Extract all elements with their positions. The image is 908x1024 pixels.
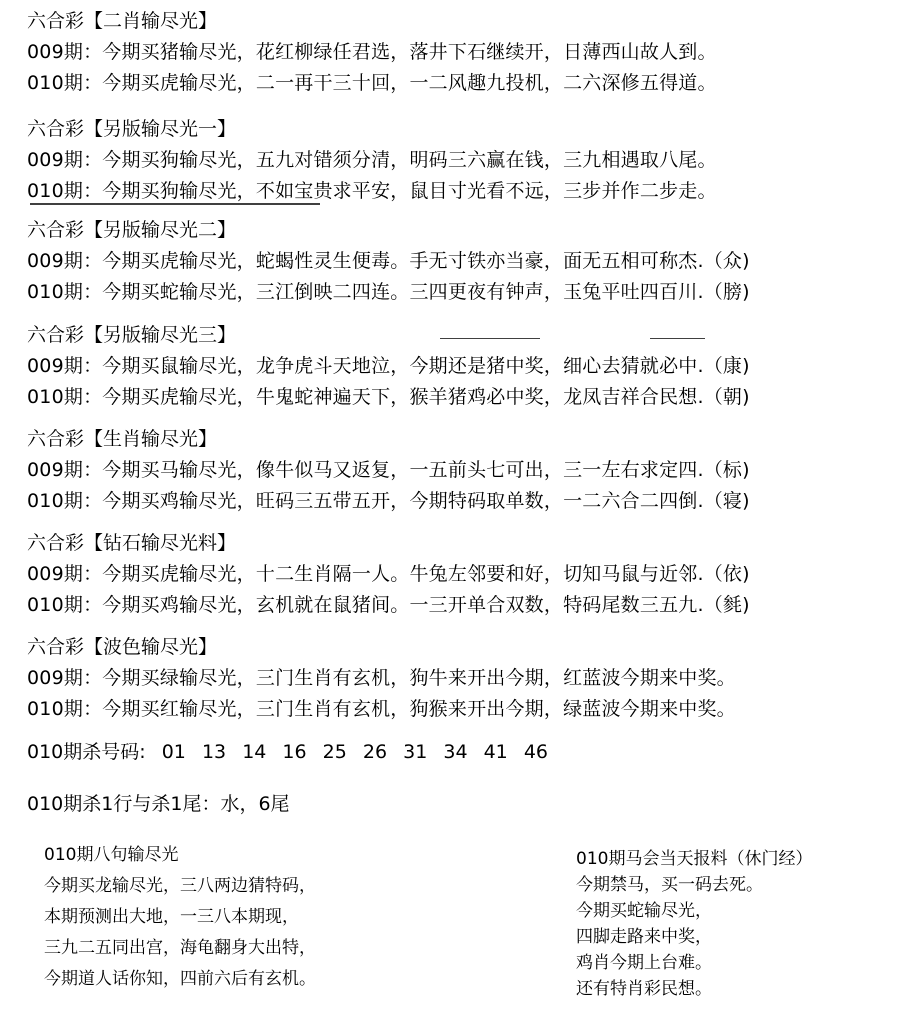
prediction-line: 009期：今期买狗输尽光，五九对错须分清，明码三六赢在钱，三九相遇取八尾。 bbox=[27, 149, 717, 171]
prediction-line: 010期：今期买虎输尽光，牛鬼蛇神遍天下，猴羊猪鸡必中奖，龙凤吉祥合民想.（朝) bbox=[27, 386, 750, 408]
verse-line: 今期道人话你知，四前六后有玄机。 bbox=[44, 969, 316, 989]
kill-number: 14 bbox=[242, 741, 267, 763]
kill-number: 16 bbox=[282, 741, 307, 763]
kill-number: 41 bbox=[483, 741, 508, 763]
kill-number: 34 bbox=[443, 741, 468, 763]
scan-artifact bbox=[30, 203, 320, 205]
verse-line: 今期买龙输尽光，三八两边猜特码， bbox=[44, 876, 316, 896]
verse-line: 三九二五同出宫，海龟翻身大出特， bbox=[44, 938, 316, 958]
prediction-line: 009期：今期买马输尽光，像牛似马又返复，一五前头七可出，三一左右求定四.（标) bbox=[27, 459, 750, 481]
section-7 bbox=[27, 632, 905, 725]
verse-line: 还有特肖彩民想。 bbox=[576, 979, 712, 999]
prediction-line: 009期：今期买虎输尽光，十二生肖隔一人。牛兔左邻要和好，切知马鼠与近邻.（依) bbox=[27, 563, 750, 585]
prediction-line: 009期：今期买虎输尽光，蛇蝎性灵生便毒。手无寸铁亦当豪，面无五相可称杰.（众) bbox=[27, 250, 750, 272]
prediction-line: 010期：今期买鸡输尽光，旺码三五带五开，今期特码取单数，一二六合二四倒.（寝) bbox=[27, 490, 750, 512]
section-title: 六合彩【生肖输尽光】 bbox=[27, 428, 218, 450]
section-2 bbox=[27, 114, 905, 207]
prediction-line: 010期：今期买蛇输尽光，三江倒映二四连。三四更夜有钟声，玉兔平吐四百川.（膀) bbox=[27, 281, 750, 303]
left-verse-box bbox=[44, 840, 316, 995]
kill-number: 46 bbox=[523, 741, 549, 763]
prediction-line: 010期：今期买虎输尽光，二一再干三十回，一二风趣九投机，二六深修五得道。 bbox=[27, 72, 717, 94]
verse-line: 四脚走路来中奖， bbox=[576, 927, 712, 947]
section-title: 六合彩【另版输尽光二】 bbox=[27, 219, 237, 241]
kill-line: 010期杀1行与杀1尾：水，6尾 bbox=[27, 793, 290, 815]
section-title: 六合彩【钻石输尽光料】 bbox=[27, 532, 237, 554]
right-verse-box bbox=[576, 846, 812, 1002]
section-title: 六合彩【另版输尽光一】 bbox=[27, 118, 237, 140]
kill-numbers-row bbox=[27, 737, 558, 767]
kill-number: 13 bbox=[201, 741, 227, 763]
prediction-line: 009期：今期买猪输尽光，花红柳绿任君选，落井下石继续开，日薄西山故人到。 bbox=[27, 41, 717, 63]
verse-title: 010期八句输尽光 bbox=[44, 845, 179, 865]
prediction-line: 009期：今期买绿输尽光，三门生肖有玄机，狗牛来开出今期，红蓝波今期来中奖。 bbox=[27, 667, 736, 689]
kill-number: 26 bbox=[362, 741, 388, 763]
kill-number: 25 bbox=[322, 741, 347, 763]
section-title: 六合彩【波色输尽光】 bbox=[27, 636, 218, 658]
prediction-line: 010期：今期买鸡输尽光，玄机就在鼠猪间。一三开单合双数，特码尾数三五九.（毵) bbox=[27, 594, 750, 616]
prediction-line: 010期：今期买红输尽光，三门生肖有玄机，狗猴来开出今期，绿蓝波今期来中奖。 bbox=[27, 698, 736, 720]
section-3 bbox=[27, 215, 905, 308]
verse-line: 今期禁马，买一码去死。 bbox=[576, 875, 763, 895]
section-1 bbox=[27, 6, 905, 99]
section-6 bbox=[27, 528, 905, 621]
section-title: 六合彩【二肖输尽光】 bbox=[27, 10, 218, 32]
verse-line: 鸡肖今期上台难。 bbox=[576, 953, 712, 973]
kill-numbers-label: 010期杀号码: bbox=[27, 741, 146, 763]
kill-number: 31 bbox=[403, 741, 428, 763]
verse-line: 本期预测出大地，一三八本期现， bbox=[44, 907, 299, 927]
kill-number: 01 bbox=[161, 741, 186, 763]
verse-title: 010期马会当天报料（休门经） bbox=[576, 849, 813, 869]
section-4 bbox=[27, 320, 905, 413]
section-5 bbox=[27, 424, 905, 517]
prediction-line: 010期：今期买狗输尽光，不如宝贵求平安，鼠目寸光看不远，三步并作二步走。 bbox=[27, 180, 717, 202]
section-title: 六合彩【另版输尽光三】 bbox=[27, 324, 237, 346]
verse-line: 今期买蛇输尽光， bbox=[576, 901, 712, 921]
prediction-line: 009期：今期买鼠输尽光，龙争虎斗天地泣，今期还是猪中奖，细心去猜就必中.（康) bbox=[27, 355, 750, 377]
